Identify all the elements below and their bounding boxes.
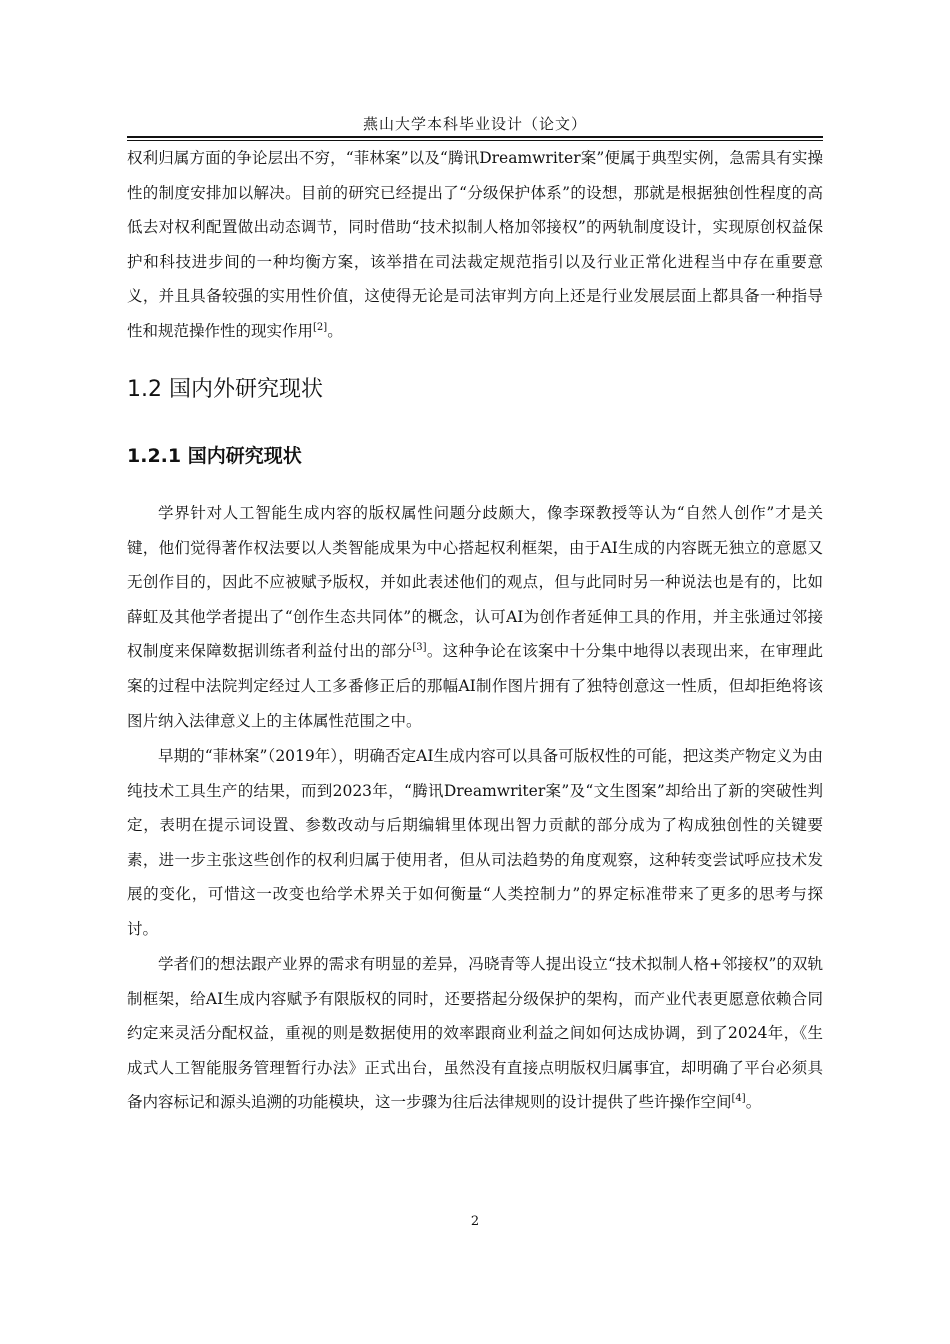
citation-ref: [2]: [313, 321, 328, 333]
page-number: 2: [470, 1214, 480, 1229]
paragraph-4-end: 。: [745, 1093, 762, 1112]
section-heading: 1.2 国内外研究现状: [127, 377, 323, 402]
paragraph-4: [127, 947, 823, 1120]
citation-ref: [3]: [412, 642, 427, 654]
paragraph-2: [127, 496, 823, 738]
paragraph-3: [127, 739, 823, 947]
paragraph-4-text: 学者们的想法跟产业界的需求有明显的差异，冯晓青等人提出设立“技术拟制人格+邻接权”的双轨制框架，给AI生成内容赋予有限版权的同时，还要搭起分级保护的架构，而产业代表更愿意依赖合同约定来灵活分配权益，重视的则是数据使用的效率跟商业利益之间如何达成协调，到了2024年，《生成式人工智能服务管理暂行办法》正式出台，虽然没有直接点明版权归属事宜，却明确了平台必须具备内容标记和源头追溯的功能模块，这一步骤为往后法律规则的设计提供了些许操作空间: [127, 955, 823, 1112]
citation-ref: [4]: [731, 1093, 746, 1105]
page-header-title: 燕山大学本科毕业设计（论文）: [362, 115, 587, 133]
header-rule-thick: [127, 136, 823, 138]
paragraph-2-end: 。这种争论在该案中十分集中地得以表现出来，在审理此案的过程中法院判定经过人工多番修正后的那幅AI制作图片拥有了独特创意这一性质，但却拒绝将该图片纳入法律意义上的主体属性范围之中。: [127, 642, 823, 730]
paragraph-1-end: 。: [327, 321, 343, 340]
paragraph-3-text: 早期的“菲林案”（2019年），明确否定AI生成内容可以具备可版权性的可能，把这类产物定义为由纯技术工具生产的结果，而到2023年，“腾讯Dreamwriter案”及“文生图案”却给出了新的突破性判定，表明在提示词设置、参数改动与后期编辑里体现出智力贡献的部分成为了构成独创性的关键要素，进一步主张这些创作的权利归属于使用者，但从司法趋势的角度观察，这种转变尝试呼应技术发展的变化，可惜这一改变也给学术界关于如何衡量“人类控制力”的界定标准带来了更多的思考与探讨。: [127, 747, 823, 938]
subsection-heading: 1.2.1 国内研究现状: [127, 445, 302, 467]
paragraph-1: [127, 141, 823, 349]
paragraph-2-text: 学界针对人工智能生成内容的版权属性问题分歧颇大，像李琛教授等认为“自然人创作”才是关键，他们觉得著作权法要以人类智能成果为中心搭起权利框架，由于AI生成的内容既无独立的意愿又无创作目的，因此不应被赋予版权，并如此表述他们的观点，但与此同时另一种说法也是有的，比如薛虹及其他学者提出了“创作生态共同体”的概念，认可AI为创作者延伸工具的作用，并主张通过邻接权制度来保障数据训练者利益付出的部分: [127, 504, 823, 661]
paragraph-1-text: 权利归属方面的争论层出不穷，“菲林案”以及“腾讯Dreamwriter案”便属于典型实例，急需具有实操性的制度安排加以解决。目前的研究已经提出了“分级保护体系”的设想，那就是根据独创性程度的高低去对权利配置做出动态调节，同时借助“技术拟制人格加邻接权”的两轨制度设计，实现原创权益保护和科技进步间的一种均衡方案，该举措在司法裁定规范指引以及行业正常化进程当中存在重要意义，并且具备较强的实用性价值，这使得无论是司法审判方向上还是行业发展层面上都具备一种指导性和规范操作性的现实作用: [127, 149, 823, 340]
